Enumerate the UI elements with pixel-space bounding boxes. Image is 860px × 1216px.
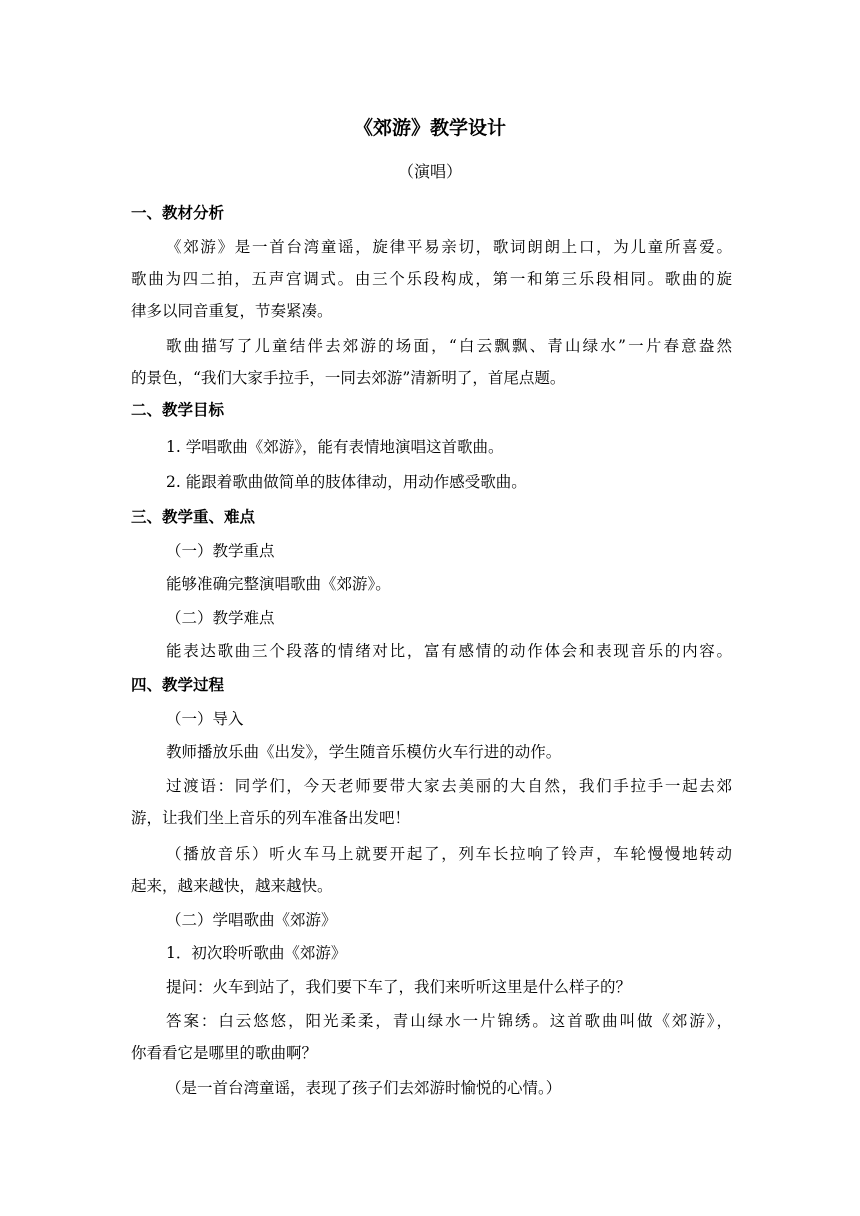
subheading: （一）导入 <box>166 710 244 728</box>
subheading: （二）教学难点 <box>166 609 275 627</box>
paragraph-line: 提问：火车到站了，我们要下车了，我们来听听这里是什么样子的？ <box>166 978 632 996</box>
document-title: 《郊游》教学设计 <box>353 117 506 139</box>
list-item: 1．初次聆听歌曲《郊游》 <box>166 944 347 962</box>
paragraph-line: 你看看它是哪里的歌曲啊？ <box>131 1044 318 1062</box>
document-subtitle: （演唱） <box>397 162 462 181</box>
section-heading-objectives: 二、教学目标 <box>131 400 225 419</box>
subheading: （一）教学重点 <box>166 542 275 560</box>
paragraph-line: （是一首台湾童谣，表现了孩子们去郊游时愉悦的心情。） <box>166 1079 562 1097</box>
list-item: 1. 学唱歌曲《郊游》，能有表情地演唱这首歌曲。 <box>166 438 504 456</box>
section-heading-analysis: 一、教材分析 <box>131 203 225 222</box>
section-heading-key-points: 三、教学重、难点 <box>131 507 256 526</box>
list-item: 2. 能跟着歌曲做简单的肢体律动，用动作感受歌曲。 <box>166 473 527 491</box>
paragraph-line: 教师播放乐曲《出发》，学生随音乐模仿火车行进的动作。 <box>166 743 562 761</box>
paragraph-line: 歌曲为四二拍，五声宫调式。由三个乐段构成，第一和第三乐段相同。歌曲的旋 <box>131 270 732 288</box>
paragraph-line: 能够准确完整演唱歌曲《郊游》。 <box>166 575 391 593</box>
paragraph-line: 歌曲描写了儿童结伴去郊游的场面，“白云飘飘、青山绿水”一片春意盎然 <box>166 337 732 355</box>
paragraph-line: 的景色，“我们大家手拉手，一同去郊游”清新明了，首尾点题。 <box>131 369 566 387</box>
paragraph-line: 起来，越来越快，越来越快。 <box>131 877 333 895</box>
section-heading-process: 四、教学过程 <box>131 675 225 694</box>
paragraph-line: 律多以同音重复，节奏紧凑。 <box>131 302 333 320</box>
subheading: （二）学唱歌曲《郊游》 <box>166 911 337 929</box>
paragraph-line: 过渡语：同学们，今天老师要带大家去美丽的大自然，我们手拉手一起去郊 <box>166 777 732 795</box>
paragraph-line: （播放音乐）听火车马上就要开起了，列车长拉响了铃声，车轮慢慢地转动 <box>166 845 732 863</box>
paragraph-line: 答案：白云悠悠，阳光柔柔，青山绿水一片锦绣。这首歌曲叫做《郊游》， <box>166 1012 732 1030</box>
paragraph-line: 游，让我们坐上音乐的列车准备出发吧！ <box>131 809 411 827</box>
paragraph-line: 《郊游》是一首台湾童谣，旋律平易亲切，歌词朗朗上口，为儿童所喜爱。 <box>166 238 732 256</box>
paragraph-line: 能表达歌曲三个段落的情绪对比，富有感情的动作体会和表现音乐的内容。 <box>166 642 732 660</box>
